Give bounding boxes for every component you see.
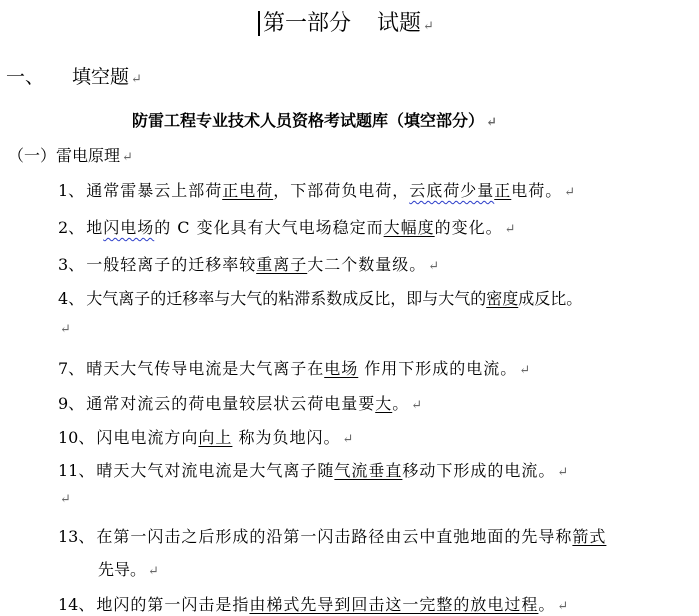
question-text: 先导。 bbox=[98, 560, 147, 579]
paragraph-mark-icon: ↵ bbox=[122, 150, 133, 165]
question-bank-title-text: 防雷工程专业技术人员资格考试题库（填空部分） bbox=[132, 111, 485, 130]
question-14 bbox=[58, 592, 568, 615]
answer-blank: 电场 bbox=[324, 359, 359, 378]
question-text: 晴天大气对流电流是大气离子随 bbox=[96, 461, 335, 480]
question-number: 7、 bbox=[58, 359, 85, 378]
question-2 bbox=[58, 215, 516, 238]
question-text: 电荷。 bbox=[511, 181, 563, 200]
part-title-b: 试题 bbox=[377, 11, 422, 36]
subsection-title bbox=[8, 143, 133, 166]
question-text: 通常雷暴云上部荷 bbox=[86, 181, 223, 200]
question-10 bbox=[58, 425, 353, 448]
spellcheck-mark: 云底荷少量 bbox=[409, 181, 495, 200]
paragraph-mark-icon: ↵ bbox=[557, 599, 569, 614]
paragraph-mark-icon: ↵ bbox=[519, 363, 531, 378]
subsection-title-text: （一）雷电原理 bbox=[8, 146, 121, 165]
question-text: 在第一闪击之后形成的沿第一闪击路径由云中直弛地面的先导称 bbox=[96, 527, 573, 546]
paragraph-mark-icon: ↵ bbox=[557, 465, 569, 480]
question-bank-title bbox=[132, 108, 497, 131]
question-text: 成反比。 bbox=[518, 289, 583, 308]
question-13 bbox=[58, 524, 606, 547]
paragraph-mark-icon: ↵ bbox=[504, 222, 516, 237]
paragraph-mark-icon: ↵ bbox=[60, 492, 71, 507]
section-number: 一、 bbox=[6, 66, 45, 88]
part-title-a: 第一部分 bbox=[263, 11, 352, 36]
answer-blank: 正 bbox=[494, 181, 512, 200]
question-text: 移动下形成的电流。 bbox=[402, 461, 556, 480]
question-13-continued bbox=[98, 557, 159, 580]
question-number: 11、 bbox=[58, 461, 95, 480]
answer-blank: 密度 bbox=[486, 289, 519, 308]
part-title bbox=[258, 6, 434, 37]
question-number: 10、 bbox=[58, 428, 95, 447]
question-text: 大二个数量级。 bbox=[307, 255, 427, 274]
answer-blank: 大幅度 bbox=[383, 218, 435, 237]
question-text: 的 C 变化具有大气电场稳定而 bbox=[154, 218, 384, 237]
question-number: 3、 bbox=[58, 255, 85, 274]
question-11 bbox=[58, 458, 568, 481]
question-text: 晴天大气传导电流是大气离子在 bbox=[86, 359, 325, 378]
answer-blank: 向上 bbox=[198, 428, 233, 447]
question-text: 。 bbox=[538, 595, 556, 614]
paragraph-mark-icon: ↵ bbox=[411, 398, 423, 413]
paragraph-mark-icon: ↵ bbox=[148, 564, 159, 579]
paragraph-mark-icon: ↵ bbox=[342, 432, 354, 447]
paragraph-mark-icon: ↵ bbox=[564, 185, 576, 200]
question-3 bbox=[58, 252, 439, 275]
paragraph-mark-icon: ↵ bbox=[486, 115, 497, 130]
question-text: 作用下形成的电流。 bbox=[358, 359, 518, 378]
paragraph-mark-icon: ↵ bbox=[131, 72, 142, 87]
question-text: 大气离子的迁移率与大气的粘滞系数成反比，即与大气的 bbox=[86, 289, 487, 308]
answer-blank: 箭式 bbox=[572, 527, 607, 546]
question-number: 9、 bbox=[58, 394, 85, 413]
paragraph-mark-icon: ↵ bbox=[428, 259, 440, 274]
question-number: 4、 bbox=[58, 289, 85, 308]
question-4 bbox=[58, 286, 582, 309]
answer-blank: 重离子 bbox=[256, 255, 308, 274]
question-text: 的变化。 bbox=[434, 218, 503, 237]
answer-blank: 由梯式先导到回击这一完整的放电过程 bbox=[249, 595, 539, 614]
question-number: 13、 bbox=[58, 527, 95, 546]
question-text: 称为负地闪。 bbox=[232, 428, 341, 447]
question-text: 地 bbox=[86, 218, 104, 237]
question-text: 地闪的第一闪击是指 bbox=[96, 595, 250, 614]
section-heading: 填空题 bbox=[72, 66, 130, 88]
answer-blank: 气流垂直 bbox=[334, 461, 403, 480]
question-9 bbox=[58, 391, 422, 414]
question-number: 2、 bbox=[58, 218, 85, 237]
paragraph-mark-icon: ↵ bbox=[60, 322, 71, 337]
question-text: 闪电电流方向 bbox=[96, 428, 199, 447]
question-text: ，下部荷负电荷， bbox=[273, 181, 410, 200]
question-text: 。 bbox=[392, 394, 410, 413]
section-title bbox=[6, 62, 142, 89]
paragraph-mark-icon: ↵ bbox=[423, 19, 434, 34]
question-number: 1、 bbox=[58, 181, 85, 200]
question-number: 14、 bbox=[58, 595, 95, 614]
answer-blank: 正电荷 bbox=[222, 181, 274, 200]
question-text: 一般轻离子的迁移率较 bbox=[86, 255, 257, 274]
question-7 bbox=[58, 356, 530, 379]
question-1 bbox=[58, 178, 575, 201]
question-text: 通常对流云的荷电量较层状云荷电量要 bbox=[86, 394, 376, 413]
spellcheck-mark: 闪电场 bbox=[103, 218, 155, 237]
answer-blank: 大 bbox=[375, 394, 393, 413]
